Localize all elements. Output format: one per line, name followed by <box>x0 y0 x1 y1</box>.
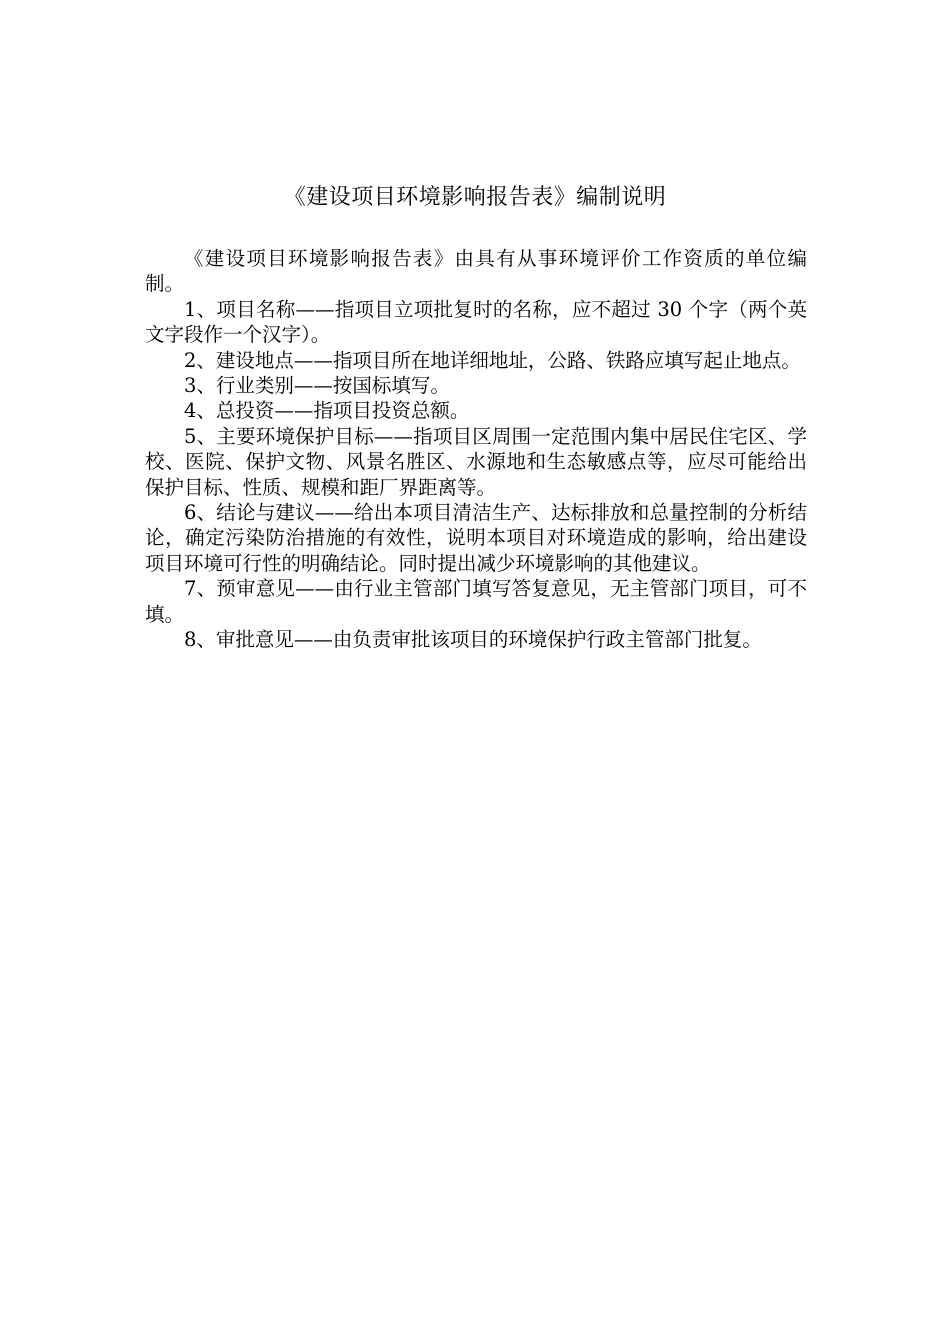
item-project-name: 1、项目名称——指项目立项批复时的名称，应不超过 30 个字（两个英文字段作一个汉字）。 <box>145 297 807 347</box>
intro-paragraph: 《建设项目环境影响报告表》由具有从事环境评价工作资质的单位编制。 <box>145 247 807 296</box>
item-construction-site: 2、建设地点——指项目所在地详细地址，公路、铁路应填写起止地点。 <box>184 348 801 372</box>
item-total-investment: 4、总投资——指项目投资总额。 <box>184 399 470 423</box>
item-protection-targets: 5、主要环境保护目标——指项目区周围一定范围内集中居民住宅区、学校、医院、保护文物、风景名胜区、水源地和生态敏感点等，应尽可能给出保护目标、性质、规模和距厂界距离等。 <box>145 424 807 499</box>
document-title: 《建设项目环境影响报告表》编制说明 <box>283 185 667 210</box>
document-body <box>145 246 807 653</box>
item-pre-review-opinion: 7、预审意见——由行业主管部门填写答复意见，无主管部门项目，可不填。 <box>145 577 807 626</box>
item-approval-opinion: 8、审批意见——由负责审批该项目的环境保护行政主管部门批复。 <box>184 628 762 652</box>
item-industry-category: 3、行业类别——按国标填写。 <box>184 374 450 398</box>
item-conclusions: 6、结论与建议——给出本项目清洁生产、达标排放和总量控制的分析结论，确定污染防治措施的有效性，说明本项目对环境造成的影响，给出建设项目环境可行性的明确结论。同时提出减少环境影响的其他建议。 <box>145 501 807 575</box>
